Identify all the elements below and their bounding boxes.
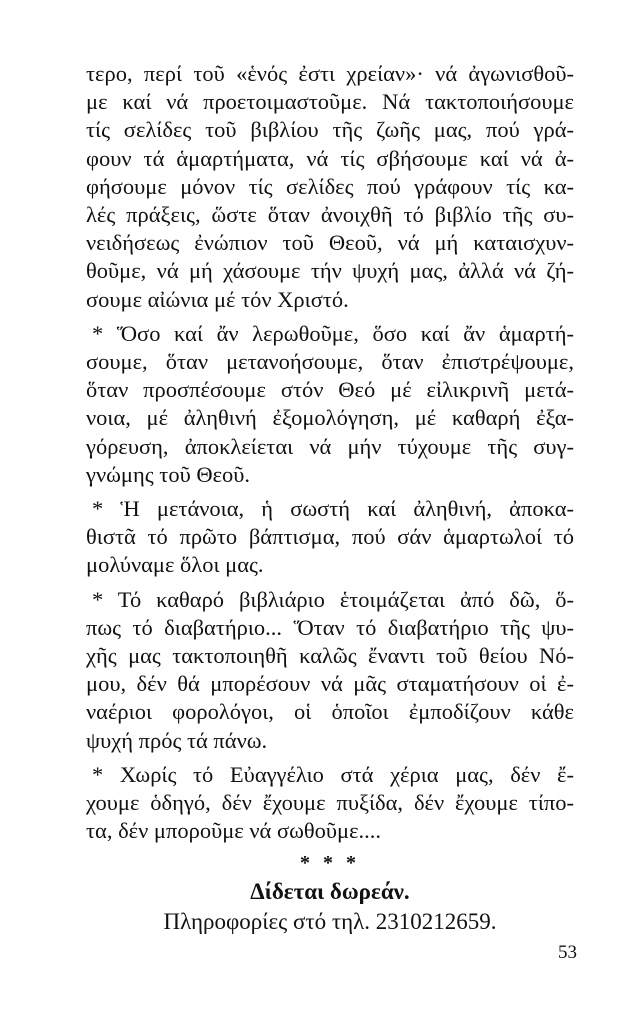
text-line: σουμε αἰώνια μέ τόν Χριστό. (86, 286, 349, 312)
text-line: πως τό διαβατήριο... Ὅταν τό διαβατήριο τῆς ψυ- (86, 614, 574, 640)
text-line: λές πράξεις, ὥστε ὅταν ἀνοιχθῆ τό βιβλίο τῆς συ- (86, 202, 574, 228)
text-line: ψυχή πρός τά πάνω. (86, 727, 268, 753)
text-line: γόρευση, ἀποκλείεται νά μήν τύχουμε τῆς συγ- (86, 433, 574, 459)
text-line: ναέριοι φορολόγοι, οἱ ὁποῖοι ἐμποδίζουν κάθε (86, 699, 574, 725)
paragraph-1 (86, 60, 574, 314)
paragraph-5 (86, 761, 574, 846)
text-line: θιστᾶ τό πρῶτο βάπτισμα, πού σάν ἁμαρτωλοί τό (86, 524, 574, 550)
text-line: χουμε ὁδηγό, δέν ἔχουμε πυξίδα, δέν ἔχουμε τίπο- (86, 790, 574, 816)
text-line: φουν τά ἁμαρτήματα, νά τίς σβήσουμε καί νά ἀ- (86, 145, 574, 171)
text-line: μου, δέν θά μπορέσουν νά μᾶς σταματήσουν οἱ ἐ- (86, 671, 574, 697)
text-line: * Ἡ μετάνοια, ἡ σωστή καί ἀληθινή, ἀποκα- (92, 496, 574, 522)
text-line: τα, δέν μποροῦμε νά σωθοῦμε.... (86, 818, 382, 844)
paragraph-2 (86, 320, 574, 489)
text-line: με καί νά προετοιμαστοῦμε. Νά τακτοποιήσουμε (86, 89, 574, 115)
section-separator: * * * (300, 852, 360, 875)
page-number: 53 (558, 942, 577, 963)
text-line: μολύναμε ὅλοι μας. (86, 552, 264, 578)
text-line: χῆς μας τακτοποιηθῆ καλῶς ἔναντι τοῦ θείου Νό- (86, 643, 574, 669)
text-line: * Τό καθαρό βιβλιάριο ἑτοιμάζεται ἀπό δῶ, ὅ- (92, 586, 574, 612)
text-line: φήσουμε μόνον τίς σελίδες πού γράφουν τίς κα- (86, 173, 574, 199)
text-line: νειδήσεως ἐνώπιον τοῦ Θεοῦ, νά μή καταισχυν- (86, 230, 574, 256)
text-line: τίς σελίδες τοῦ βιβλίου τῆς ζωῆς μας, πού γρά- (86, 117, 574, 143)
text-line: νοια, μέ ἀληθινή ἐξομολόγηση, μέ καθαρή ἐξα- (86, 405, 574, 431)
paragraph-4 (86, 586, 574, 755)
paragraph-3 (86, 495, 574, 580)
text-line: ὅταν προσπέσουμε στόν Θεό μέ εἰλικρινῆ μετά- (86, 377, 574, 403)
text-line: * Ὅσο καί ἄν λερωθοῦμε, ὅσο καί ἄν ἁμαρτή- (92, 320, 574, 346)
footer-title: Δίδεται δωρεάν. (250, 879, 410, 905)
page-body (86, 60, 574, 937)
text-line: * Χωρίς τό Εὐαγγέλιο στά χέρια μας, δέν ἔ- (92, 761, 574, 787)
footer-info: Πληροφορίες στό τηλ. 2310212659. (163, 909, 497, 935)
text-line: τερο, περί τοῦ «ἑνός ἐστι χρείαν»· νά ἀγωνισθοῦ- (86, 61, 574, 86)
text-line: θοῦμε, νά μή χάσουμε τήν ψυχή μας, ἀλλά νά ζή- (86, 258, 574, 284)
text-line: σουμε, ὅταν μετανοήσουμε, ὅταν ἐπιστρέψουμε, (86, 349, 574, 375)
text-line: γνώμης τοῦ Θεοῦ. (86, 461, 251, 487)
